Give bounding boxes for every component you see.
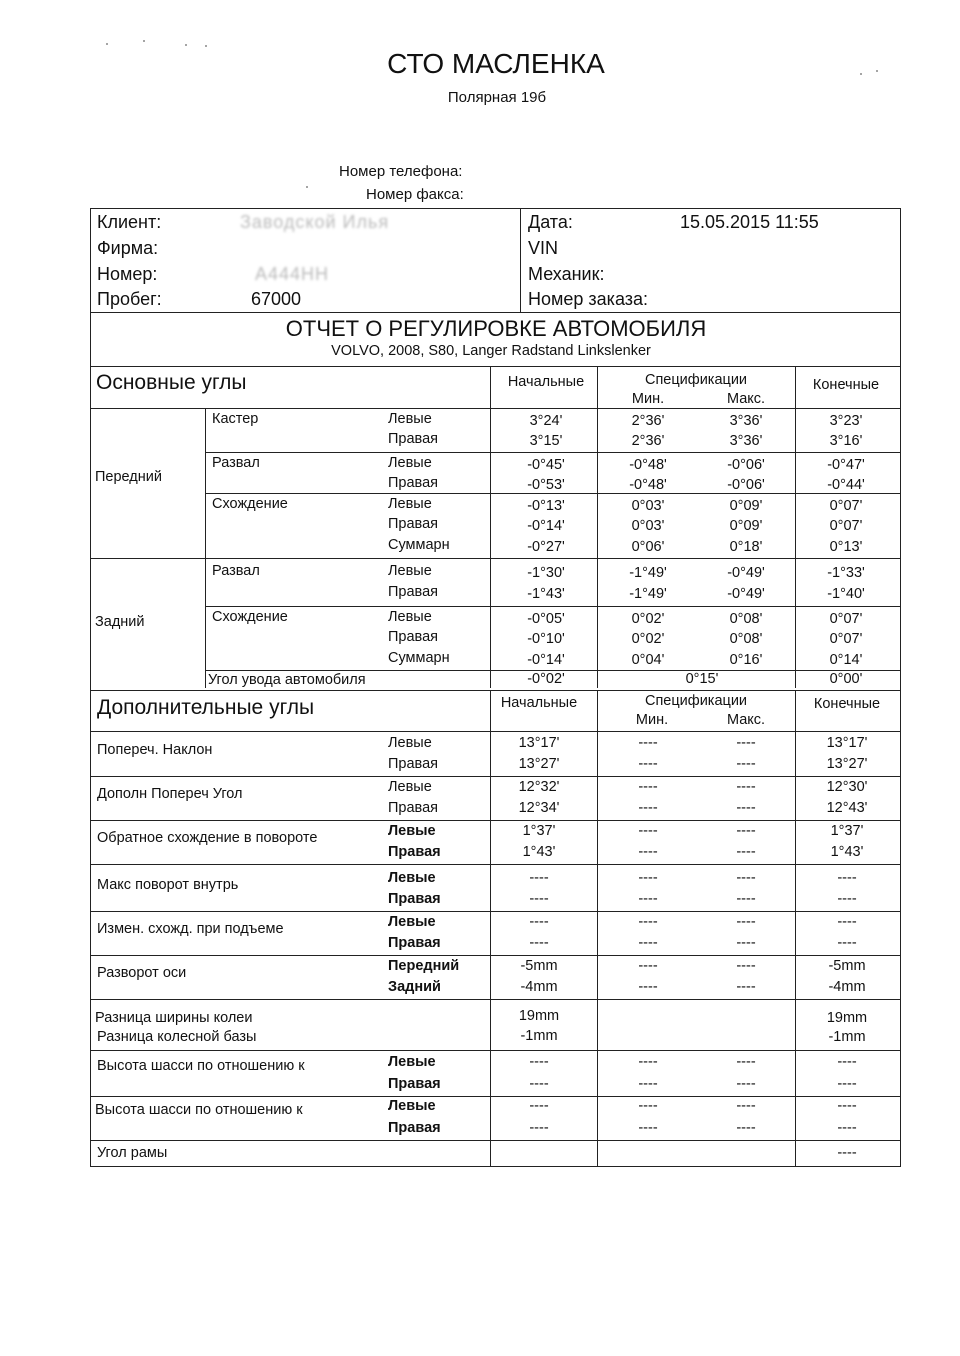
track-width-diff-label: Разница ширины колеи bbox=[95, 1010, 253, 1026]
initial-value: 3°15' bbox=[529, 433, 563, 449]
final-value: ---- bbox=[837, 870, 857, 886]
initial-value: ---- bbox=[529, 891, 549, 907]
side-label: Левые bbox=[388, 609, 432, 625]
grid-line bbox=[90, 820, 901, 821]
table-border-right bbox=[900, 208, 901, 1166]
grid-line bbox=[90, 1140, 901, 1141]
spec-min-value: ---- bbox=[638, 891, 658, 907]
final-value: 0°07' bbox=[829, 498, 863, 514]
extra-section-title: Дополнительные углы bbox=[97, 696, 315, 719]
grid-line bbox=[90, 911, 901, 912]
frame-angle-label: Угол рамы bbox=[97, 1145, 168, 1161]
final-value: -4mm bbox=[828, 979, 866, 995]
final-value: -1°40' bbox=[827, 586, 865, 602]
side-label: Правая bbox=[388, 756, 439, 772]
spec-min-value: 2°36' bbox=[631, 413, 665, 429]
side-label: Правая bbox=[388, 584, 439, 600]
client-info-divider bbox=[520, 208, 521, 312]
col-initial-header: Начальные bbox=[500, 695, 578, 711]
fax-label: Номер факса: bbox=[366, 186, 464, 203]
track-width-diff-initial: 19mm bbox=[518, 1008, 560, 1024]
scan-speck bbox=[185, 44, 187, 46]
frame-angle-final: ---- bbox=[837, 1145, 857, 1161]
spec-max-value: ---- bbox=[736, 823, 756, 839]
initial-value: ---- bbox=[529, 1076, 549, 1092]
extra-angle-label: Разворот оси bbox=[97, 965, 187, 981]
initial-value: 13°17' bbox=[518, 735, 560, 751]
final-value: 3°16' bbox=[829, 433, 863, 449]
col-spec-header: Спецификации bbox=[644, 372, 748, 388]
final-value: ---- bbox=[837, 1098, 857, 1114]
spec-max-value: -0°49' bbox=[727, 565, 765, 581]
spec-min-value: ---- bbox=[638, 1076, 658, 1092]
wheelbase-diff-label: Разница колесной базы bbox=[97, 1029, 257, 1045]
side-label: Левые bbox=[388, 1054, 436, 1070]
grid-line bbox=[90, 776, 901, 777]
spec-min-value: -0°48' bbox=[629, 457, 667, 473]
col-max-header: Макс. bbox=[726, 391, 766, 407]
initial-value: 13°27' bbox=[518, 756, 560, 772]
client-info-bottom bbox=[90, 312, 901, 313]
grid-line bbox=[795, 690, 796, 1166]
spec-min-value: ---- bbox=[638, 870, 658, 886]
spec-max-value: 3°36' bbox=[729, 413, 763, 429]
initial-value: ---- bbox=[529, 1054, 549, 1070]
spec-min-value: ---- bbox=[638, 844, 658, 860]
grid-line bbox=[90, 999, 901, 1000]
initial-value: -1°43' bbox=[527, 586, 565, 602]
grid-line bbox=[90, 864, 901, 865]
spec-max-value: ---- bbox=[736, 958, 756, 974]
initial-value: 12°34' bbox=[518, 800, 560, 816]
initial-value: -0°53' bbox=[527, 477, 565, 493]
wheelbase-diff-final: -1mm bbox=[828, 1029, 866, 1045]
ride-height-label: Высота шасси по отношению к bbox=[97, 1058, 305, 1074]
side-label: Правая bbox=[388, 1076, 441, 1092]
number-value: А444НН bbox=[255, 264, 330, 284]
spec-min-value: -0°48' bbox=[629, 477, 667, 493]
table-border-bottom bbox=[90, 1166, 901, 1167]
spec-min-value: ---- bbox=[638, 756, 658, 772]
angle-group-label: Схождение bbox=[212, 609, 288, 625]
spec-max-value: ---- bbox=[736, 1120, 756, 1136]
spec-max-value: -0°06' bbox=[727, 477, 765, 493]
side-label: Левые bbox=[388, 411, 432, 427]
initial-value: ---- bbox=[529, 935, 549, 951]
side-label: Передний bbox=[388, 958, 460, 974]
final-value: 3°23' bbox=[829, 413, 863, 429]
col-final-header: Конечные bbox=[812, 377, 880, 393]
final-value: ---- bbox=[837, 914, 857, 930]
spec-min-value: 0°02' bbox=[631, 611, 665, 627]
initial-value: -0°05' bbox=[527, 611, 565, 627]
grid-line bbox=[90, 1050, 901, 1051]
spec-min-value: 0°04' bbox=[631, 652, 665, 668]
firm-label: Фирма: bbox=[97, 238, 159, 258]
spec-max-value: ---- bbox=[736, 1098, 756, 1114]
grid-line bbox=[205, 606, 901, 607]
grid-line bbox=[90, 690, 901, 691]
spec-max-value: 3°36' bbox=[729, 433, 763, 449]
initial-value: -0°27' bbox=[527, 539, 565, 555]
spec-min-value: 2°36' bbox=[631, 433, 665, 449]
side-label: Правая bbox=[388, 431, 439, 447]
final-value: -0°44' bbox=[827, 477, 865, 493]
extra-angle-label: Дополн Попереч Угол bbox=[97, 786, 243, 802]
side-label: Левые bbox=[388, 455, 432, 471]
final-value: 12°30' bbox=[826, 779, 868, 795]
initial-value: -0°45' bbox=[527, 457, 565, 473]
side-label: Левые bbox=[388, 1098, 436, 1114]
final-value: ---- bbox=[837, 1120, 857, 1136]
final-value: 1°43' bbox=[830, 844, 864, 860]
side-label: Задний bbox=[388, 979, 441, 995]
vehicle-description: VOLVO, 2008, S80, Langer Radstand Linkslenker bbox=[331, 343, 651, 359]
spec-min-value: 0°03' bbox=[631, 518, 665, 534]
spec-min-value: 0°06' bbox=[631, 539, 665, 555]
final-value: 0°14' bbox=[829, 652, 863, 668]
final-value: -0°47' bbox=[827, 457, 865, 473]
spec-min-value: ---- bbox=[638, 779, 658, 795]
side-label: Правая bbox=[388, 629, 439, 645]
vin-label: VIN bbox=[528, 238, 559, 258]
front-axle-label: Передний bbox=[95, 469, 162, 485]
spec-min-value: ---- bbox=[638, 1098, 658, 1114]
extra-angle-label: Обратное схождение в повороте bbox=[97, 830, 318, 846]
side-label: Левые bbox=[388, 779, 432, 795]
spec-min-value: ---- bbox=[638, 1054, 658, 1070]
side-label: Правая bbox=[388, 800, 439, 816]
spec-min-value: 0°02' bbox=[631, 631, 665, 647]
side-label: Левые bbox=[388, 735, 432, 751]
spec-max-value: 0°09' bbox=[729, 498, 763, 514]
spec-max-value: ---- bbox=[736, 779, 756, 795]
initial-value: -0°14' bbox=[527, 518, 565, 534]
company-address: Полярная 19б bbox=[447, 89, 547, 106]
spec-max-value: 0°16' bbox=[729, 652, 763, 668]
side-label: Левые bbox=[388, 563, 432, 579]
spec-max-value: ---- bbox=[736, 844, 756, 860]
grid-line bbox=[795, 366, 796, 688]
angle-group-label: Схождение bbox=[212, 496, 288, 512]
final-value: 12°43' bbox=[826, 800, 868, 816]
initial-value: -0°13' bbox=[527, 498, 565, 514]
spec-max-value: 0°18' bbox=[729, 539, 763, 555]
spec-min-value: ---- bbox=[638, 979, 658, 995]
thrust-final-value: 0°00' bbox=[829, 671, 863, 687]
side-label: Правая bbox=[388, 935, 441, 951]
initial-value: -1°30' bbox=[527, 565, 565, 581]
side-label: Левые bbox=[388, 496, 432, 512]
initial-value: ---- bbox=[529, 870, 549, 886]
spec-max-value: -0°06' bbox=[727, 457, 765, 473]
table-border-left bbox=[90, 208, 91, 1166]
initial-value: -5mm bbox=[520, 958, 558, 974]
final-value: 13°17' bbox=[826, 735, 868, 751]
grid-line bbox=[490, 690, 491, 1166]
thrust-initial-value: -0°02' bbox=[527, 671, 565, 687]
side-label: Правая bbox=[388, 844, 441, 860]
grid-line bbox=[90, 955, 901, 956]
col-max-header: Макс. bbox=[726, 712, 766, 728]
client-value: Заводской Илья bbox=[240, 212, 390, 232]
final-value: 0°07' bbox=[829, 518, 863, 534]
grid-line bbox=[90, 731, 901, 732]
col-initial-header: Начальные bbox=[507, 374, 585, 390]
scan-speck bbox=[860, 73, 862, 75]
spec-max-value: ---- bbox=[736, 800, 756, 816]
initial-value: -0°10' bbox=[527, 631, 565, 647]
scan-speck bbox=[143, 40, 145, 42]
col-min-header: Мин. bbox=[631, 391, 665, 407]
client-label: Клиент: bbox=[97, 212, 162, 232]
table-border-top bbox=[90, 208, 901, 209]
spec-max-value: 0°08' bbox=[729, 631, 763, 647]
spec-max-value: ---- bbox=[736, 979, 756, 995]
spec-min-value: -1°49' bbox=[629, 565, 667, 581]
side-label: Левые bbox=[388, 823, 436, 839]
extra-angle-label: Макс поворот внутрь bbox=[97, 877, 239, 893]
grid-line bbox=[90, 558, 901, 559]
spec-max-value: ---- bbox=[736, 914, 756, 930]
phone-label: Номер телефона: bbox=[339, 163, 463, 180]
spec-min-value: ---- bbox=[638, 800, 658, 816]
date-value: 15.05.2015 11:55 bbox=[680, 212, 819, 232]
thrust-spec-value: 0°15' bbox=[685, 671, 719, 687]
spec-min-value: ---- bbox=[638, 935, 658, 951]
spec-max-value: -0°49' bbox=[727, 586, 765, 602]
spec-max-value: 0°08' bbox=[729, 611, 763, 627]
angle-group-label: Развал bbox=[212, 563, 260, 579]
order-label: Номер заказа: bbox=[528, 289, 649, 309]
initial-value: 3°24' bbox=[529, 413, 563, 429]
spec-max-value: ---- bbox=[736, 735, 756, 751]
grid-line bbox=[205, 408, 206, 688]
extra-angle-label: Измен. схожд. при подъеме bbox=[97, 921, 284, 937]
initial-value: ---- bbox=[529, 914, 549, 930]
ride-height-label: Высота шасси по отношению к bbox=[95, 1102, 303, 1118]
scan-speck bbox=[205, 45, 207, 47]
grid-line bbox=[490, 366, 491, 688]
grid-line bbox=[597, 690, 598, 1166]
track-width-diff-final: 19mm bbox=[826, 1010, 868, 1026]
spec-min-value: -1°49' bbox=[629, 586, 667, 602]
side-label: Правая bbox=[388, 475, 439, 491]
title-bottom-line bbox=[90, 366, 901, 367]
grid-line bbox=[90, 1096, 901, 1097]
angle-group-label: Кастер bbox=[212, 411, 259, 427]
spec-max-value: ---- bbox=[736, 935, 756, 951]
grid-line bbox=[205, 452, 901, 453]
scan-speck bbox=[306, 186, 308, 188]
side-label: Левые bbox=[388, 870, 436, 886]
initial-value: 1°43' bbox=[522, 844, 556, 860]
angle-group-label: Развал bbox=[212, 455, 260, 471]
final-value: ---- bbox=[837, 1076, 857, 1092]
final-value: ---- bbox=[837, 935, 857, 951]
final-value: -5mm bbox=[828, 958, 866, 974]
spec-max-value: ---- bbox=[736, 1054, 756, 1070]
spec-min-value: ---- bbox=[638, 958, 658, 974]
initial-value: 12°32' bbox=[518, 779, 560, 795]
initial-value: -0°14' bbox=[527, 652, 565, 668]
final-value: 1°37' bbox=[830, 823, 864, 839]
col-spec-header: Спецификации bbox=[644, 693, 748, 709]
col-final-header: Конечные bbox=[813, 696, 881, 712]
spec-min-value: ---- bbox=[638, 823, 658, 839]
initial-value: ---- bbox=[529, 1120, 549, 1136]
final-value: ---- bbox=[837, 1054, 857, 1070]
scan-speck bbox=[876, 70, 878, 72]
side-label: Правая bbox=[388, 891, 441, 907]
rear-axle-label: Задний bbox=[95, 614, 145, 630]
spec-min-value: ---- bbox=[638, 735, 658, 751]
initial-value: ---- bbox=[529, 1098, 549, 1114]
thrust-angle-label: Угол увода автомобиля bbox=[208, 672, 366, 688]
side-label: Суммарн bbox=[388, 650, 450, 666]
initial-value: 1°37' bbox=[522, 823, 556, 839]
final-value: -1°33' bbox=[827, 565, 865, 581]
final-value: 0°07' bbox=[829, 631, 863, 647]
final-value: 13°27' bbox=[826, 756, 868, 772]
spec-min-value: ---- bbox=[638, 1120, 658, 1136]
spec-max-value: ---- bbox=[736, 1076, 756, 1092]
scan-speck bbox=[106, 43, 108, 45]
final-value: ---- bbox=[837, 891, 857, 907]
spec-max-value: ---- bbox=[736, 756, 756, 772]
col-min-header: Мин. bbox=[635, 712, 669, 728]
spec-max-value: ---- bbox=[736, 870, 756, 886]
grid-line bbox=[205, 493, 901, 494]
side-label: Правая bbox=[388, 516, 439, 532]
mileage-label: Пробег: bbox=[97, 289, 162, 309]
company-name: СТО МАСЛЕНКА bbox=[387, 48, 605, 79]
grid-line bbox=[597, 366, 598, 688]
spec-min-value: ---- bbox=[638, 914, 658, 930]
side-label: Суммарн bbox=[388, 537, 450, 553]
spec-max-value: 0°09' bbox=[729, 518, 763, 534]
spec-min-value: 0°03' bbox=[631, 498, 665, 514]
side-label: Левые bbox=[388, 914, 436, 930]
grid-line bbox=[90, 408, 901, 409]
final-value: 0°07' bbox=[829, 611, 863, 627]
number-label: Номер: bbox=[97, 264, 158, 284]
initial-value: -4mm bbox=[520, 979, 558, 995]
mechanic-label: Механик: bbox=[528, 264, 605, 284]
date-label: Дата: bbox=[528, 212, 573, 232]
side-label: Правая bbox=[388, 1120, 441, 1136]
wheelbase-diff-initial: -1mm bbox=[520, 1028, 558, 1044]
final-value: 0°13' bbox=[829, 539, 863, 555]
spec-max-value: ---- bbox=[736, 891, 756, 907]
main-section-title: Основные углы bbox=[96, 371, 247, 394]
extra-angle-label: Попереч. Наклон bbox=[97, 742, 213, 758]
mileage-value: 67000 bbox=[251, 289, 302, 309]
report-title: ОТЧЕТ О РЕГУЛИРОВКЕ АВТОМОБИЛЯ bbox=[285, 316, 707, 341]
